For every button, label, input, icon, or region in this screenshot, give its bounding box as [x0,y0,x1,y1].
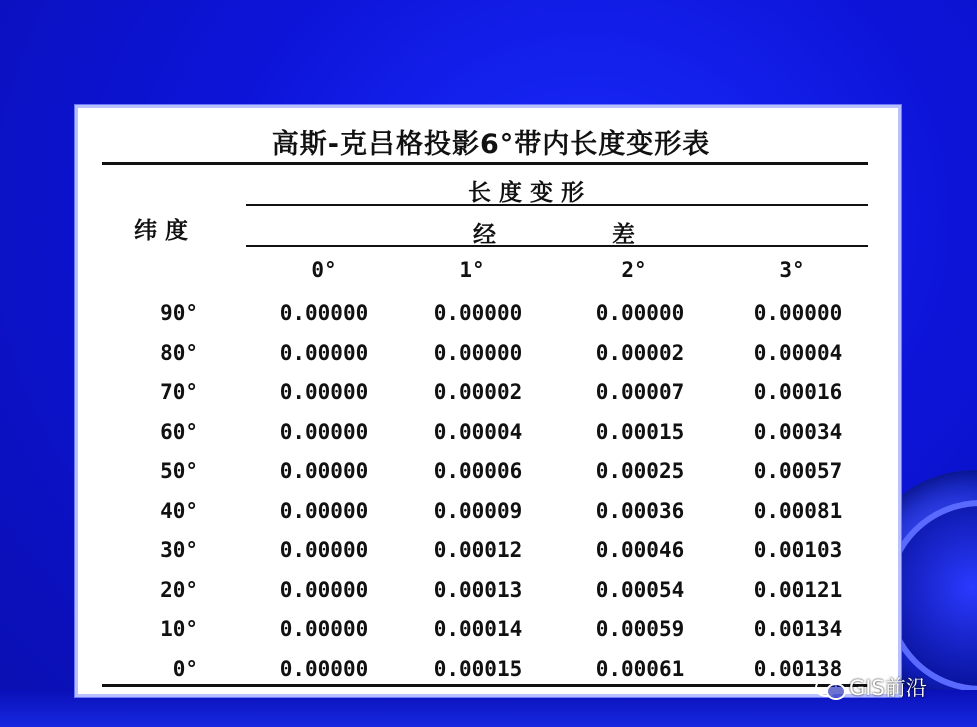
cell-value: 0.00000 [595,301,685,325]
cell-value: 0.00036 [595,499,685,523]
table-body [78,108,904,700]
cell-latitude: 80° [160,341,198,365]
watermark [815,672,927,702]
column-header-1: 1° [459,258,485,282]
cell-value: 0.00000 [279,341,369,365]
cell-value: 0.00000 [433,341,523,365]
table-title: 高斯-克吕格投影6°带内长度变形表 [271,129,711,160]
cell-value: 0.00002 [595,341,685,365]
cell-latitude: 10° [160,617,198,641]
cell-value: 0.00016 [753,380,843,404]
cell-value: 0.00002 [433,380,523,404]
cell-value: 0.00103 [753,538,843,562]
cell-value: 0.00138 [753,657,843,681]
cell-value: 0.00000 [279,420,369,444]
cell-value: 0.00000 [279,499,369,523]
column-header-2: 2° [621,258,647,282]
cell-value: 0.00061 [595,657,685,681]
cell-value: 0.00081 [753,499,843,523]
cell-value: 0.00034 [753,420,843,444]
cell-value: 0.00015 [595,420,685,444]
cell-value: 0.00057 [753,459,843,483]
cell-latitude: 20° [160,578,198,602]
table-row [78,651,904,687]
cell-value: 0.00007 [595,380,685,404]
column-header-0: 0° [311,258,337,282]
table-row [78,295,904,331]
cell-value: 0.00000 [279,657,369,681]
wechat-icon [815,676,845,698]
column-header-3: 3° [779,258,805,282]
table-row [78,335,904,371]
header-latitude: 纬 度 [134,218,189,244]
cell-value: 0.00134 [753,617,843,641]
cell-value: 0.00004 [753,341,843,365]
cell-latitude: 50° [160,459,198,483]
cell-latitude: 70° [160,380,198,404]
cell-value: 0.00046 [595,538,685,562]
cell-value: 0.00014 [433,617,523,641]
cell-latitude: 0° [172,657,198,681]
cell-value: 0.00054 [595,578,685,602]
table-row [78,414,904,450]
header-length-distortion: 长 度 变 形 [468,180,585,206]
table-row [78,453,904,489]
cell-value: 0.00015 [433,657,523,681]
cell-value: 0.00000 [433,301,523,325]
header-longitude-diff-b: 差 [612,222,635,248]
header-longitude-diff-a: 经 [473,222,496,248]
cell-latitude: 30° [160,538,198,562]
cell-value: 0.00006 [433,459,523,483]
cell-value: 0.00000 [753,301,843,325]
cell-value: 0.00059 [595,617,685,641]
cell-latitude: 90° [160,301,198,325]
cell-value: 0.00000 [279,578,369,602]
table-row [78,532,904,568]
cell-value: 0.00009 [433,499,523,523]
cell-value: 0.00013 [433,578,523,602]
cell-value: 0.00000 [279,538,369,562]
cell-latitude: 60° [160,420,198,444]
cell-latitude: 40° [160,499,198,523]
table-row [78,611,904,647]
table-row [78,493,904,529]
table-row [78,374,904,410]
cell-value: 0.00000 [279,459,369,483]
watermark-text: GIS前沿 [849,676,927,700]
cell-value: 0.00121 [753,578,843,602]
table-panel [75,105,901,697]
cell-value: 0.00000 [279,617,369,641]
cell-value: 0.00025 [595,459,685,483]
cell-value: 0.00012 [433,538,523,562]
cell-value: 0.00000 [279,380,369,404]
cell-value: 0.00000 [279,301,369,325]
table-row [78,572,904,608]
cell-value: 0.00004 [433,420,523,444]
